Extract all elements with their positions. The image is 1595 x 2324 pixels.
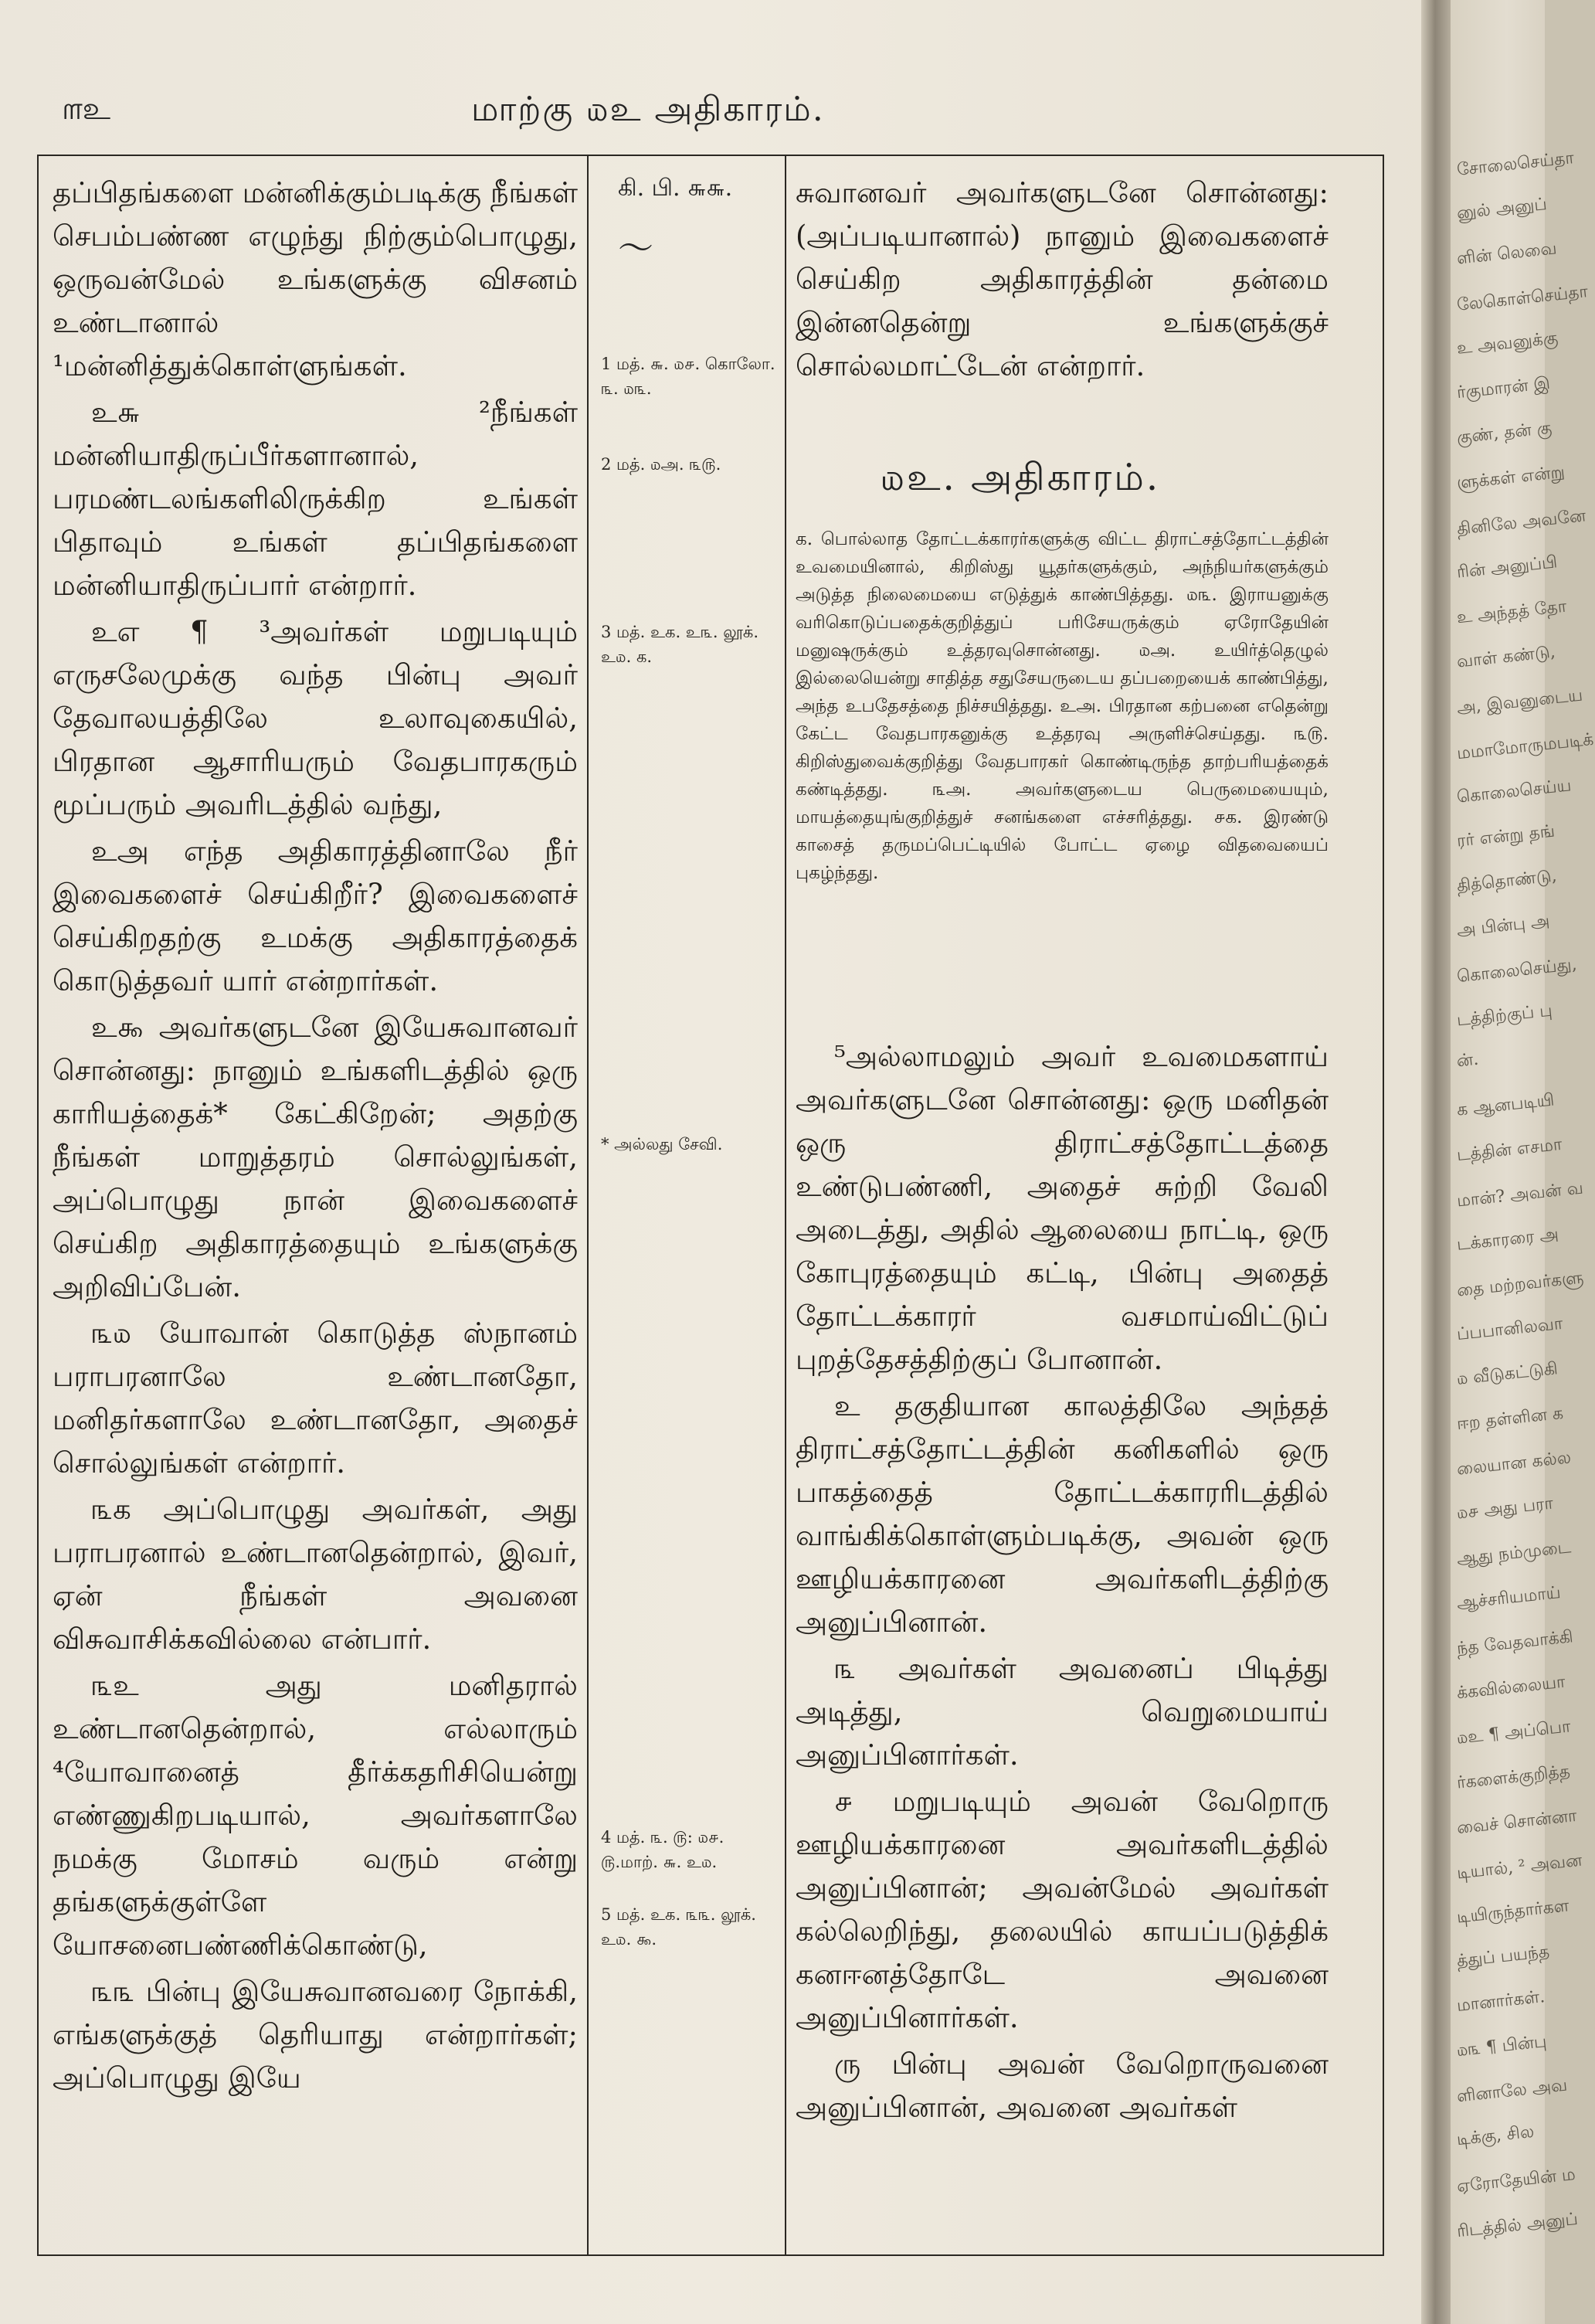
facing-page-fragment: ஈற தள்ளின க [1455, 1403, 1565, 1435]
right-column [796, 1035, 1329, 2132]
margin-reference: * அல்லது சேவி. [601, 1135, 723, 1154]
running-title: மாற்கு ௰உ அதிகாரம். [471, 90, 825, 129]
facing-page-fragment: டத்தின் எசமா [1455, 1134, 1563, 1166]
verse: உ௯ அவர்களுடனே இயேசுவானவர் சொன்னது: நானும் உங்களிடத்தில் ஒரு காரியத்தைக்* கேட்கிறேன்; அதற்கு நீங்கள் மாறுத்தரம் சொல்லுங்கள், அப்பொழுது நான் இவைகளைச் செய்கிற அதிகாரத்தையும் உங்களுக்கு அறிவிப்பேன். [53, 1011, 578, 1303]
margin-reference: 1 மத். ௬. ௰௪. கொலோ. ௩. ௰௩. [601, 355, 775, 398]
facing-page-fragment: தை மற்றவர்களு [1455, 1268, 1585, 1301]
verse: ௩உ அது மனிதரால் உண்டானதென்றால், எல்லாரும் ⁴யோவானைத் தீர்க்கதரிசியென்று எண்ணுகிறபடியால், அவர்களாலே நமக்கு மோசம் வரும் என்று தங்களுக்குள்ளே யோசனைபண்ணிக்கொண்டு, [53, 1669, 578, 1962]
facing-page-fragment: உ அந்தத் தோ [1455, 596, 1568, 628]
facing-page-fragment: ரின் அனுப்பி [1455, 552, 1559, 583]
book-spine [1421, 0, 1452, 2324]
chapter-summary: க. பொல்லாத தோட்டக்காரர்களுக்கு விட்ட திராட்சத்தோட்டத்தின் உவமையினால், கிறிஸ்து யூதர்களுக்கும், அந்நியர்களுக்கும் அடுத்த நிலைமையை எடுத்துக் காண்பித்தது. ௰௩. இராயனுக்கு வரிகொடுப்பதைக்குறித்துப் பரிசேயருக்கும் ஏரோதேயின் மனுஷருக்கும் உத்தரவுசொன்னது. ௰அ. உயிர்த்தெழுல் இல்லையென்று சாதித்த சதுசேயருடைய தப்பறையைக் காண்பித்து, அந்த உபதேசத்தை நிச்சயித்தது. உஅ. பிரதான கற்பனை எதென்று கேட்ட வேதபாரகனுக்கு உத்தரவு அருளிச்செய்தது. ௩௫. கிறிஸ்துவைக்குறித்து வேதபாரகர் கொண்டிருந்த தாற்பரியத்தைக் கண்டித்தது. ௩அ. அவர்களுடைய பெருமையையும், மாயத்தையுங்குறித்துச் சனங்களை எச்சரித்தது. ௪க. இரண்டு காசைத் தருமப்பெட்டியில் போட்ட ஏழை விதவையைப் புகழ்ந்தது. [796, 529, 1329, 883]
facing-page-fragment: சோலைசெய்தா [1455, 148, 1576, 180]
facing-page-fragment: ௰௪ அது பரா [1455, 1493, 1555, 1524]
facing-page-fragment: கொலைசெய்து, [1455, 954, 1578, 987]
page-number: ௱உ [62, 91, 111, 127]
facing-page-fragment: ளினாலே அவ [1455, 2075, 1569, 2107]
facing-page-fragment: ர்குமாரன் இ [1455, 373, 1552, 403]
verse: ௩க அப்பொழுது அவர்கள், அது பராபரனால் உண்டானதென்றால், இவர், ஏன் நீங்கள் அவனை விசுவாசிக்கவில்லை என்பார். [53, 1493, 578, 1656]
margin-reference: 2 மத். ௰அ. ௩௫. [601, 455, 721, 474]
facing-page-fragment: த்துப் பயந்த [1455, 1942, 1551, 1972]
facing-page-fragment: க ஆனபடியி [1455, 1090, 1556, 1120]
column-rule-left [587, 155, 589, 2254]
facing-page-fragment: லையான கல்ல [1455, 1448, 1573, 1480]
facing-page-fragment: டியால், ² அவன [1455, 1850, 1583, 1884]
swash-ornament: 〜 [618, 227, 653, 269]
verse: சுவானவர் அவர்களுடனே சொன்னது: (அப்படியானால்) நானும் இவைகளைச் செய்கிற அதிகாரத்தின் தன்மை இன்னதென்று உங்களுக்குச் சொல்லமாட்டேன் என்றார். [796, 176, 1329, 382]
facing-page-fragment: ர்களைக்குறித்த [1455, 1762, 1572, 1793]
facing-page-fragment: ஏரோதேயின் ம [1455, 2165, 1576, 2197]
facing-page-fragment: ளுக்கள் என்று [1455, 462, 1566, 494]
facing-page-fragment: வாள் கண்டு, [1455, 642, 1556, 672]
facing-page-fragment: மமாமோருமபடிக் [1456, 729, 1595, 764]
facing-page-fragment: வைச் சொன்னா [1455, 1806, 1578, 1839]
facing-page-fragment: அ பின்பு அ [1455, 911, 1551, 941]
facing-page-fragment: மானார்கள். [1455, 1987, 1546, 2016]
facing-page-fragment: டியிருந்தார்கள [1455, 1896, 1570, 1928]
facing-page-fragment: தித்தொண்டு, [1455, 866, 1558, 896]
facing-page-fragment: ௰௩ ¶ பின்பு [1455, 2031, 1548, 2061]
facing-page-fragment: ந்த வேதவாக்கி [1455, 1627, 1574, 1659]
right-column-top [796, 172, 1329, 391]
verse: உஎ ¶ ³அவர்கள் மறுபடியும் எருசலேமுக்கு வந்த பின்பு அவர் தேவாலயத்திலே உலாவுகையில், பிரதான ஆசாரியரும் வேதபாரகரும் மூப்பரும் அவரிடத்தில் வந்து, [53, 615, 578, 821]
verse: ரு பின்பு அவன் வேறொருவனை அனுப்பினான், அவனை அவர்கள் [796, 2047, 1329, 2124]
verse: தப்பிதங்களை மன்னிக்கும்படிக்கு நீங்கள் செபம்பண்ண எழுந்து நிற்கும்பொழுது, ஒருவன்மேல் உங்களுக்கு விசனம் உண்டானால் ¹மன்னித்துக்கொள்ளுங்கள். [53, 176, 578, 382]
facing-page-fragment: ப்பபானிலவா [1455, 1313, 1564, 1345]
margin-reference: 4 மத். ௩. ௫: ௰௪. ௫.மாற். ௬. உ௰. [601, 1828, 725, 1871]
left-column [53, 172, 578, 2103]
margin-reference: 3 மத். உக. உ௩. லூக். உ௰. க. [601, 623, 759, 666]
verse: ௩௰ யோவான் கொடுத்த ஸ்நானம் பராபரனாலே உண்டானதோ, மனிதர்களாலே உண்டானதோ, அதைச் சொல்லுங்கள் என்றார். [53, 1317, 578, 1480]
facing-page-fragment: டத்திற்குப் பு [1455, 1001, 1553, 1031]
verse: ⁵அல்லாமலும் அவர் உவமைகளாய் அவர்களுடனே சொன்னது: ஒரு மனிதன் ஒரு திராட்சத்தோட்டத்தை உண்டுபண்ணி, அதைச் சுற்றி வேலி அடைத்து, அதில் ஆலையை நாட்டி, ஒரு கோபுரத்தையும் கட்டி, பின்பு அதைத் தோட்டக்காரர் வசமாய்விட்டுப் புறத்தேசத்திற்குப் போனான். [796, 1040, 1329, 1376]
facing-page-fragment: ஆது நம்முடை [1455, 1537, 1573, 1569]
verse: உ௬ ²நீங்கள் மன்னியாதிருப்பீர்களானால், பரமண்டலங்களிலிருக்கிற உங்கள் பிதாவும் உங்கள் தப்பிதங்களை மன்னியாதிருப்பார் என்றார். [53, 396, 578, 602]
margin-reference: 5 மத். உக. ௩௩. லூக். உ௰. ௯. [601, 1905, 756, 1949]
facing-page-fragment: கொலைசெய்ய [1455, 776, 1573, 807]
margin-year-heading: கி. பி. ௬௬. [618, 175, 733, 202]
facing-page-fragment: டிக்கு, சில [1455, 2122, 1536, 2150]
facing-page-fragment: லேகொள்செய்தா [1456, 282, 1590, 315]
facing-page-fragment: தினிலே அவனே [1455, 506, 1587, 539]
verse: உ தகுதியான காலத்திலே அந்தத் திராட்சத்தோட்டத்தின் கனிகளில் ஒரு பாகத்தைத் தோட்டக்காரரிடத்தில் வாங்கிக்கொள்ளும்படிக்கு, அவன் ஒரு ஊழியக்காரனை அவர்களிடத்திற்கு அனுப்பினான். [796, 1389, 1329, 1639]
facing-page-fragment: டக்காரரை அ [1455, 1225, 1559, 1255]
facing-page-fragment: குண், தன் கு [1455, 418, 1553, 448]
verse: உஅ எந்த அதிகாரத்தினாலே நீர் இவைகளைச் செய்கிறீர்? இவைகளைச் செய்கிறதற்கு உமக்கு அதிகாரத்தைக் கொடுத்தவர் யார் என்றார்கள். [53, 834, 578, 997]
facing-page-fragment: மான்? அவன் வ [1455, 1178, 1584, 1211]
facing-page-fragment: க்கவில்லையா [1455, 1672, 1566, 1704]
facing-page-edge [1451, 0, 1595, 2324]
facing-page-fragment: அ, இவனுடைய [1455, 685, 1584, 719]
verse: ௩ அவர்கள் அவனைப் பிடித்து அடித்து, வெறுமையாய் அனுப்பினார்கள். [796, 1652, 1329, 1772]
facing-page-fragment: ௰உ ¶ அப்பொ [1455, 1717, 1572, 1748]
facing-page-fragment: ரிடத்தில் அனுப் [1455, 2209, 1580, 2242]
column-rule-right [785, 155, 786, 2254]
facing-page-fragment: ரர் என்று தங் [1455, 821, 1556, 851]
facing-page-fragment: உ அவனுக்கு [1455, 328, 1559, 358]
verse: ௪ மறுபடியும் அவன் வேறொரு ஊழியக்காரனை அவர்களிடத்தில் அனுப்பினான்; அவன்மேல் அவர்கள் கல்லெறிந்து, தலையில் காயப்படுத்திக் கனஈனத்தோடே அவனை அனுப்பினார்கள். [796, 1785, 1329, 2034]
facing-page-fragment: ன். [1455, 1049, 1480, 1072]
verse: ௩௩ பின்பு இயேசுவானவரை நோக்கி, எங்களுக்குத் தெரியாது என்றார்கள்; அப்பொழுது இயே [53, 1975, 578, 2095]
facing-page-fragment: ஆச்சரியமாய் [1455, 1583, 1562, 1613]
facing-page-fragment: னுல் அனுப் [1455, 194, 1548, 224]
facing-page-fragment: ளின் லெவை [1455, 239, 1558, 269]
facing-page-fragment: ௰ வீடுகட்டுகி [1455, 1359, 1559, 1389]
chapter-heading: ௰உ. அதிகாரம். [881, 456, 1161, 499]
